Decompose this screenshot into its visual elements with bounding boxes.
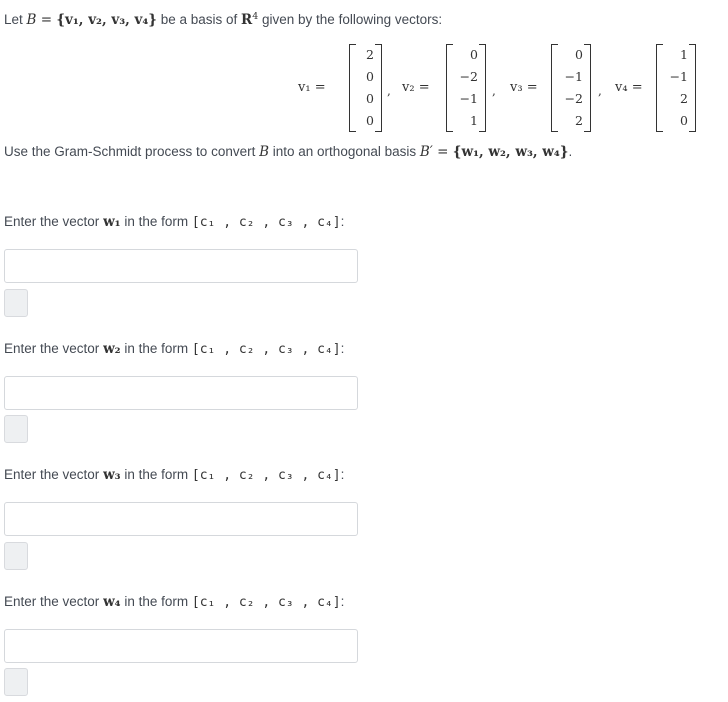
right-bracket <box>689 44 696 132</box>
basis-symbol: B <box>259 144 270 160</box>
prompt-pre: Enter the vector <box>4 467 104 482</box>
separator-comma: , <box>598 84 602 98</box>
instruction-mid: into an orthogonal basis <box>269 144 420 159</box>
matrix-entry: −2 <box>564 91 583 106</box>
matrix-entry: −1 <box>459 91 478 106</box>
right-bracket <box>479 44 486 132</box>
prompt-form: [c₁ , c₂ , c₃ , c₄] <box>191 342 341 357</box>
prompt-pre: Enter the vector <box>4 341 104 356</box>
real-space-dimension: 4 <box>252 11 259 22</box>
instruction-text <box>4 144 572 160</box>
prompt-mid: in the form <box>120 467 192 482</box>
matrix-entry: 0 <box>470 47 478 62</box>
matrix-entry: 1 <box>470 113 478 128</box>
prompt-vector: w₂ <box>103 341 121 357</box>
vector-v2-matrix <box>446 44 486 132</box>
intro-mid: be a basis of <box>156 12 242 28</box>
basis-symbol: B <box>26 12 37 29</box>
answer-input-w3[interactable] <box>4 502 358 536</box>
separator-comma: , <box>492 84 496 98</box>
prompt-mid: in the form <box>120 341 192 356</box>
answer-input-w1[interactable] <box>4 249 358 283</box>
prompt-pre: Enter the vector <box>4 214 104 229</box>
instruction-post: . <box>568 144 573 159</box>
vector-v1-matrix <box>349 44 382 132</box>
prompt-form: [c₁ , c₂ , c₃ , c₄] <box>191 468 341 483</box>
question-prompt-w2 <box>4 341 344 357</box>
real-space-symbol: R <box>241 12 253 29</box>
prompt-post: : <box>340 594 345 609</box>
answer-status-indicator <box>4 289 28 317</box>
matrix-entry: 0 <box>366 113 374 128</box>
matrix-entry: 1 <box>680 47 688 62</box>
prompt-vector: w₁ <box>103 214 121 230</box>
right-bracket <box>375 44 382 132</box>
equals-sign: = <box>432 144 453 160</box>
prompt-form: [c₁ , c₂ , c₃ , c₄] <box>191 595 341 610</box>
instruction-pre: Use the Gram-Schmidt process to convert <box>4 144 260 159</box>
prompt-post: : <box>340 341 345 356</box>
matrix-entry: 0 <box>366 69 374 84</box>
prompt-mid: in the form <box>120 214 192 229</box>
intro-pre: Let <box>4 12 27 28</box>
vector-v4-matrix <box>656 44 696 132</box>
equals-sign: = <box>36 12 57 29</box>
vector-v3-matrix <box>551 44 591 132</box>
matrix-entry: 0 <box>575 47 583 62</box>
separator-comma: , <box>387 84 391 98</box>
answer-input-w2[interactable] <box>4 376 358 410</box>
matrix-entry: −1 <box>669 69 688 84</box>
answer-status-indicator <box>4 415 28 443</box>
matrix-entry: −1 <box>564 69 583 84</box>
intro-text <box>4 11 442 28</box>
vector-label-v2: v₂ = <box>402 80 430 95</box>
prompt-pre: Enter the vector <box>4 594 104 609</box>
question-prompt-w3 <box>4 467 344 483</box>
matrix-entry: 0 <box>366 91 374 106</box>
matrix-entry: 2 <box>680 91 688 106</box>
vector-label-v3: v₃ = <box>510 80 538 95</box>
prompt-mid: in the form <box>120 594 192 609</box>
question-prompt-w4 <box>4 594 344 610</box>
prompt-vector: w₃ <box>103 467 121 483</box>
answer-status-indicator <box>4 542 28 570</box>
right-bracket <box>584 44 591 132</box>
intro-post: given by the following vectors: <box>258 12 443 28</box>
basis-set: {v₁, v₂, v₃, v₄} <box>56 12 157 29</box>
orthogonal-basis-set: {w₁, w₂, w₃, w₄} <box>452 144 569 160</box>
answer-input-w4[interactable] <box>4 629 358 663</box>
prompt-post: : <box>340 214 345 229</box>
question-prompt-w1 <box>4 214 344 230</box>
prompt-vector: w₄ <box>103 594 121 610</box>
prompt-form: [c₁ , c₂ , c₃ , c₄] <box>191 215 341 230</box>
matrix-entry: −2 <box>459 69 478 84</box>
matrix-entry: 2 <box>366 47 374 62</box>
prompt-post: : <box>340 467 345 482</box>
orthogonal-basis-symbol: B′ <box>419 144 433 160</box>
matrix-entry: 2 <box>575 113 583 128</box>
answer-status-indicator <box>4 668 28 696</box>
matrix-entry: 0 <box>680 113 688 128</box>
vector-label-v1: v₁ = <box>298 80 326 95</box>
vector-label-v4: v₄ = <box>615 80 643 95</box>
